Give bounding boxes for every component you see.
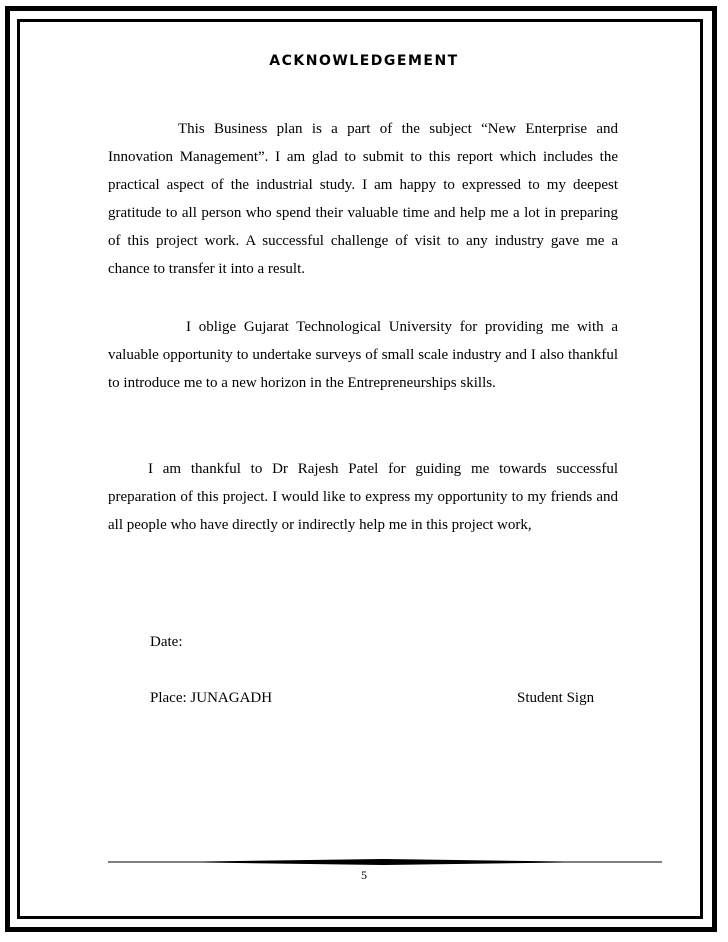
page-title: acknowledgement xyxy=(269,46,459,70)
paragraph-guide-thanks: I am thankful to Dr Rajesh Patel for guiding me towards successful preparation of this project. I would like to express my opportunity to my friends and all people who have directly or indirectly help me in this project work, xyxy=(108,461,618,533)
paragraph-gtu-thanks: I oblige Gujarat Technological University for providing me with a valuable opportunity to undertake surveys of small scale industry and I also thankful to introduce me to a new horizon in the Entrepreneurships skills. xyxy=(108,319,618,391)
page-number: 5 xyxy=(361,868,367,882)
date-label: Date: xyxy=(150,634,183,650)
paragraph-business-plan: This Business plan is a part of the subject “New Enterprise and Innovation Management”. I am glad to submit to this report which includes the practical aspect of the industrial study. I am happy to expressed to my deepest gratitude to all person who spend their valuable time and help me a lot in preparing of this project work. A successful challenge of visit to any industry gave me a chance to transfer it into a result. xyxy=(108,121,618,277)
student-sign-label: Student Sign xyxy=(517,690,595,706)
place-label: Place: JUNAGADH xyxy=(150,690,273,706)
footer-divider xyxy=(108,859,662,865)
